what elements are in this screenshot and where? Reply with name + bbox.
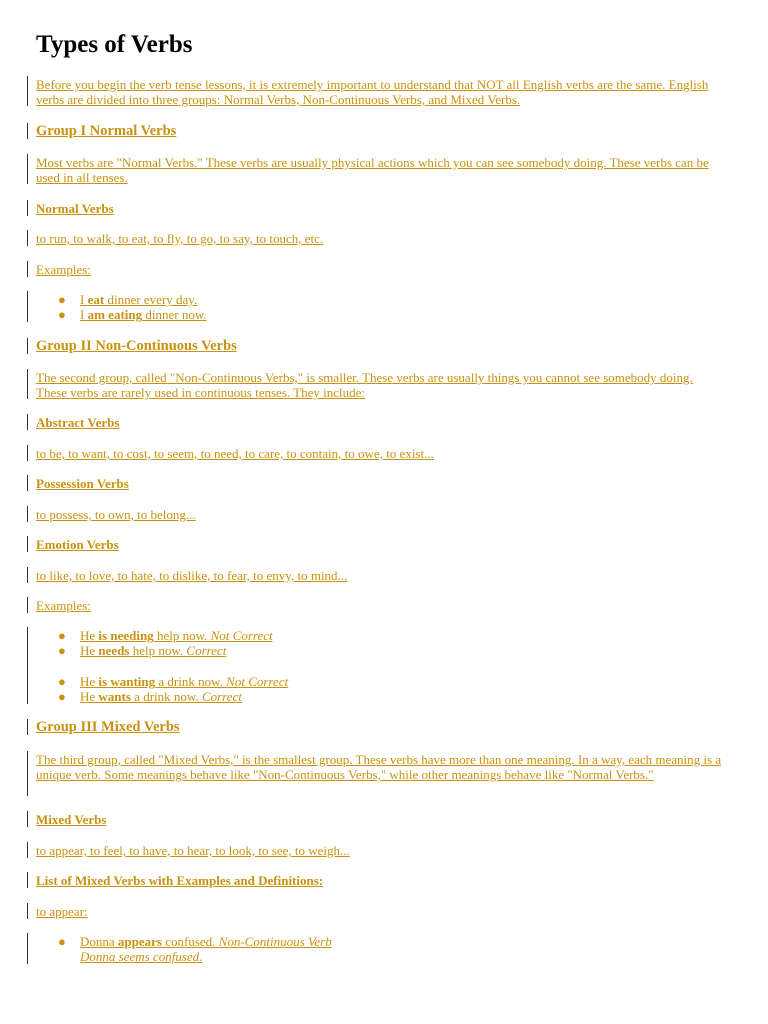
change-bar bbox=[27, 536, 28, 552]
group1-paragraph[interactable]: Most verbs are "Normal Verbs." These verbs are usually physical actions which you can see somebody doing. These verbs can be used in all tenses. bbox=[36, 155, 709, 185]
group2-paragraph[interactable]: The second group, called "Non-Continuous Verbs," is smaller. These verbs are usually things you cannot see somebody doing. These verbs are rarely used in continuous tenses. They include: bbox=[36, 370, 693, 400]
group3-examples-list bbox=[58, 934, 332, 964]
emotion-verbs-list[interactable]: to like, to love, to hate, to dislike, to fear, to envy, to mind... bbox=[36, 568, 348, 583]
abstract-verbs-list[interactable]: to be, to want, to cost, to seem, to need, to care, to contain, to owe, to exist... bbox=[36, 446, 434, 461]
list-item[interactable]: ● I eat dinner every day. bbox=[58, 292, 198, 307]
possession-verbs-label[interactable]: Possession Verbs bbox=[36, 476, 129, 491]
mixed-verbs-list-heading[interactable]: List of Mixed Verbs with Examples and Definitions: bbox=[36, 873, 324, 888]
group2-examples-list-a bbox=[58, 628, 273, 658]
intro-paragraph[interactable]: Before you begin the verb tense lessons, it is extremely important to understand that NOT all English verbs are the same. English verbs are divided into three groups: Normal Verbs, Non-Continuous Verbs, and Mixed Verbs. bbox=[36, 77, 709, 107]
change-bar bbox=[27, 719, 28, 735]
list-item[interactable]: ● He is wanting a drink now. Not Correct bbox=[58, 674, 289, 689]
change-bar bbox=[27, 338, 28, 354]
change-bar bbox=[27, 903, 28, 919]
normal-verbs-list[interactable]: to run, to walk, to eat, to fly, to go, to say, to touch, etc. bbox=[36, 231, 324, 246]
group1-heading[interactable]: Group I Normal Verbs bbox=[36, 123, 177, 139]
change-bar bbox=[27, 627, 28, 704]
change-bar bbox=[27, 200, 28, 216]
bullet-icon: ● bbox=[58, 292, 66, 307]
bullet-icon: ● bbox=[58, 307, 66, 322]
group1-examples-label[interactable]: Examples: bbox=[36, 262, 91, 277]
group3-heading[interactable]: Group III Mixed Verbs bbox=[36, 719, 180, 735]
bullet-icon: ● bbox=[58, 628, 66, 643]
change-bar bbox=[27, 751, 28, 796]
mixed-verbs-list[interactable]: to appear, to feel, to have, to hear, to look, to see, to weigh... bbox=[36, 843, 350, 858]
list-item[interactable]: ● I am eating dinner now. bbox=[58, 307, 207, 322]
group2-examples-label[interactable]: Examples: bbox=[36, 598, 91, 613]
abstract-verbs-label[interactable]: Abstract Verbs bbox=[36, 415, 120, 430]
change-bar bbox=[27, 123, 28, 139]
change-bar bbox=[27, 872, 28, 888]
change-bar bbox=[27, 597, 28, 613]
to-appear-label[interactable]: to appear: bbox=[36, 904, 88, 919]
change-bar bbox=[27, 475, 28, 491]
change-bar bbox=[27, 506, 28, 522]
list-item[interactable]: ● Donna appears confused. Non-Continuous Verb bbox=[58, 934, 332, 949]
change-bar bbox=[27, 76, 28, 106]
change-bar bbox=[27, 414, 28, 430]
change-bar bbox=[27, 261, 28, 277]
list-item[interactable]: ● He is needing help now. Not Correct bbox=[58, 628, 273, 643]
mixed-verbs-label[interactable]: Mixed Verbs bbox=[36, 812, 107, 827]
change-bar bbox=[27, 567, 28, 583]
page-title: Types of Verbs bbox=[36, 31, 193, 58]
bullet-icon: ● bbox=[58, 934, 66, 949]
group1-examples-list bbox=[58, 292, 207, 322]
list-item[interactable]: ● He wants a drink now. Correct bbox=[58, 689, 242, 704]
list-item[interactable]: ● He needs help now. Correct bbox=[58, 643, 227, 658]
change-bar bbox=[27, 445, 28, 461]
group3-paragraph[interactable]: The third group, called "Mixed Verbs," is the smallest group. These verbs have more than one meaning. In a way, each meaning is a unique verb. Some meanings behave like "Non-Continuous Verbs," while other meanings behave like "Normal Verbs." bbox=[36, 752, 722, 782]
change-bar bbox=[27, 154, 28, 184]
normal-verbs-label[interactable]: Normal Verbs bbox=[36, 201, 114, 216]
change-bar bbox=[27, 811, 28, 827]
change-bar bbox=[27, 291, 28, 322]
group2-examples-list-b bbox=[58, 674, 288, 704]
bullet-icon: ● bbox=[58, 689, 66, 704]
possession-verbs-list[interactable]: to possess, to own, to belong... bbox=[36, 507, 196, 522]
bullet-icon: ● bbox=[58, 674, 66, 689]
list-item[interactable]: Donna seems confused. bbox=[80, 949, 203, 964]
bullet-icon: ● bbox=[58, 643, 66, 658]
change-bar bbox=[27, 933, 28, 964]
change-bar bbox=[27, 842, 28, 858]
group2-heading[interactable]: Group II Non-Continuous Verbs bbox=[36, 338, 237, 354]
change-bar bbox=[27, 369, 28, 399]
change-bar bbox=[27, 230, 28, 246]
emotion-verbs-label[interactable]: Emotion Verbs bbox=[36, 537, 119, 552]
